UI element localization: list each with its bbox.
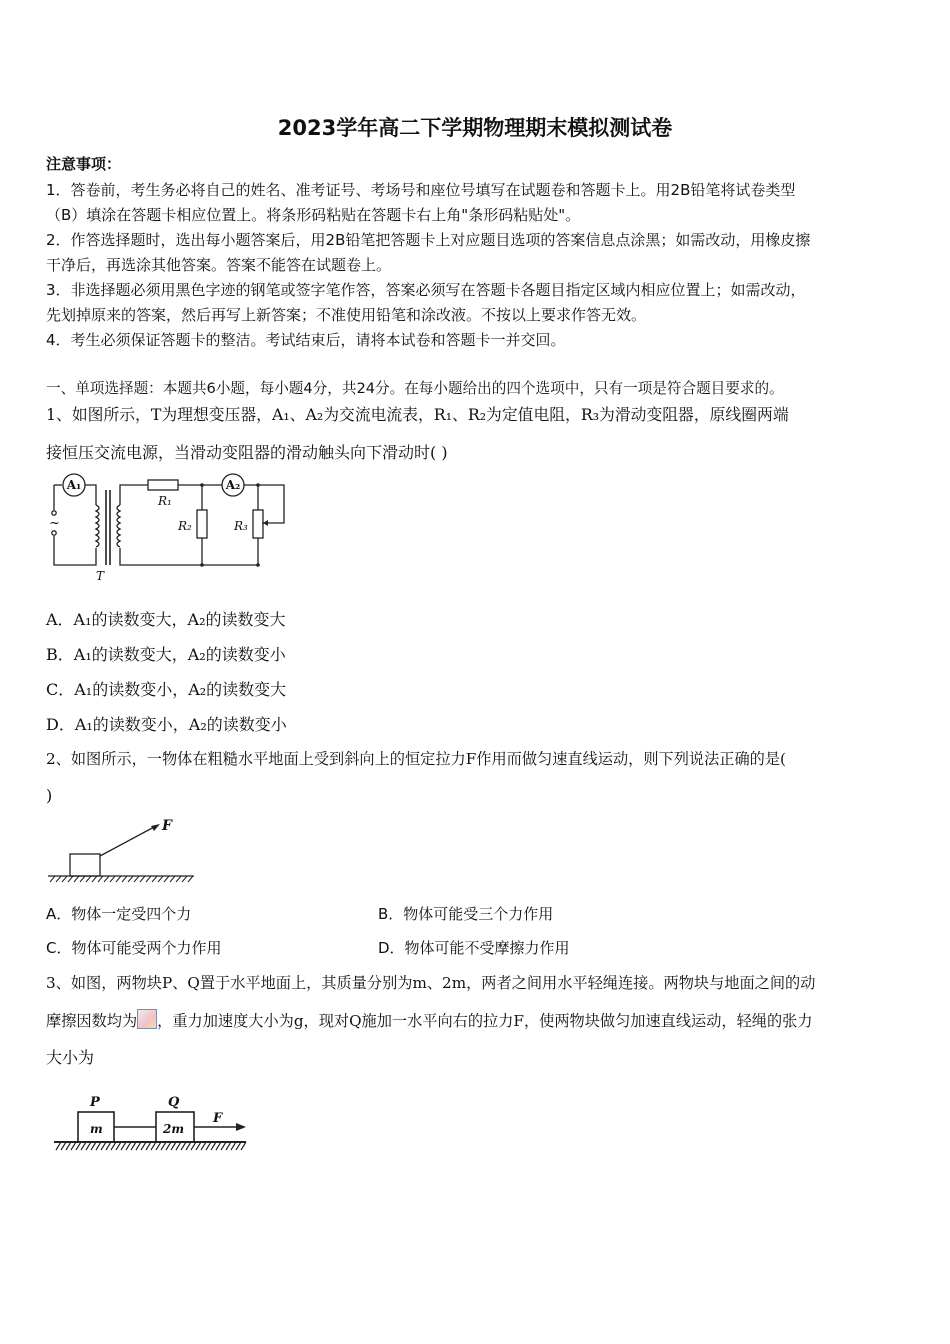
label-f: F xyxy=(213,1111,223,1126)
q1-option-d: D．A₁的读数变小，A₂的读数变小 xyxy=(46,715,287,734)
label-r3: R₃ xyxy=(234,519,248,533)
block xyxy=(70,854,100,876)
q3-stem-line3: 大小为 xyxy=(46,1048,95,1067)
q2-option-b: B．物体可能受三个力作用 xyxy=(378,905,554,923)
notice-heading: 注意事项： xyxy=(46,155,122,173)
label-q: Q xyxy=(168,1095,180,1110)
formula-image-icon xyxy=(137,1009,157,1029)
q3-stem-line1: 3、如图，两物块P、Q置于水平地面上，其质量分别为m、2m，两者之间用水平轻绳连接。两物块与地面之间的动 xyxy=(46,974,816,992)
q2-force-diagram xyxy=(44,812,204,887)
label-r1: R₁ xyxy=(158,494,172,508)
notice-line: 1．答卷前，考生务必将自己的姓名、准考证号、考场号和座位号填写在试题卷和答题卡上。用2B铅笔将试卷类型 xyxy=(46,181,796,199)
q1-stem-line2: 接恒压交流电源，当滑动变阻器的滑动触头向下滑动时( ) xyxy=(46,443,448,462)
q1-option-a: A．A₁的读数变大，A₂的读数变大 xyxy=(46,610,286,629)
q3-blocks-diagram xyxy=(50,1090,255,1160)
q3-stem-line2-start: 摩擦因数均为 xyxy=(46,1012,138,1030)
q1-stem-line1: 1、如图所示，T为理想变压器，A₁、A₂为交流电流表，R₁、R₂为定值电阻，R₃为滑动变阻器，原线圈两端 xyxy=(46,405,789,424)
notice-line: 2．作答选择题时，选出每小题答案后，用2B铅笔把答题卡上对应题目选项的答案信息点涂黑；如需改动，用橡皮擦 xyxy=(46,231,811,249)
resistor-r1 xyxy=(148,480,178,490)
notice-line: （B）填涂在答题卡相应位置上。将条形码粘贴在答题卡右上角"条形码粘贴处"。 xyxy=(46,206,581,224)
q2-stem-line1: 2、如图所示，一物体在粗糙水平地面上受到斜向上的恒定拉力F作用而做匀速直线运动，则下列说法正确的是( xyxy=(46,750,786,768)
label-t: T xyxy=(96,569,105,583)
resistor-r3 xyxy=(253,510,263,538)
label-p: P xyxy=(90,1095,100,1110)
label-r2: R₂ xyxy=(178,519,192,533)
label-2m: 2m xyxy=(163,1122,185,1136)
page-title: 2023学年高二下学期物理期末模拟测试卷 xyxy=(277,116,673,140)
notice-line: 先划掉原来的答案，然后再写上新答案；不准使用铅笔和涂改液。不按以上要求作答无效。 xyxy=(46,306,647,324)
notice-line: 3．非选择题必须用黑色字迹的钢笔或签字笔作答，答案必须写在答题卡各题目指定区域内相应位置上；如需改动， xyxy=(46,281,806,299)
q3-stem-line2-end: ，重力加速度大小为g，现对Q施加一水平向右的拉力F，使两物块做匀加速直线运动，轻绳的张力 xyxy=(157,1012,813,1030)
label-m: m xyxy=(90,1122,103,1136)
q1-circuit-diagram xyxy=(44,470,294,585)
q2-option-c: C．物体可能受两个力作用 xyxy=(46,939,222,957)
q1-option-b: B．A₁的读数变大，A₂的读数变小 xyxy=(46,645,286,664)
resistor-r2 xyxy=(197,510,207,538)
q3-stem-line2 xyxy=(46,1009,813,1031)
q2-option-a: A．物体一定受四个力 xyxy=(46,905,192,923)
q1-option-c: C．A₁的读数变小，A₂的读数变大 xyxy=(46,680,287,699)
label-source: ~ xyxy=(49,516,60,531)
notice-line: 4．考生必须保证答题卡的整洁。考试结束后，请将本试卷和答题卡一并交回。 xyxy=(46,331,566,349)
q2-stem-line2: ) xyxy=(46,786,53,805)
q2-option-d: D．物体可能不受摩擦力作用 xyxy=(378,939,570,957)
label-a1: A₁ xyxy=(66,478,82,492)
notice-line: 干净后，再选涂其他答案。答案不能答在试题卷上。 xyxy=(46,256,392,274)
section-heading: 一、单项选择题：本题共6小题，每小题4分，共24分。在每小题给出的四个选项中，只有一项是符合题目要求的。 xyxy=(46,380,784,397)
label-f: F xyxy=(162,818,172,834)
label-a2: A₂ xyxy=(225,478,241,492)
